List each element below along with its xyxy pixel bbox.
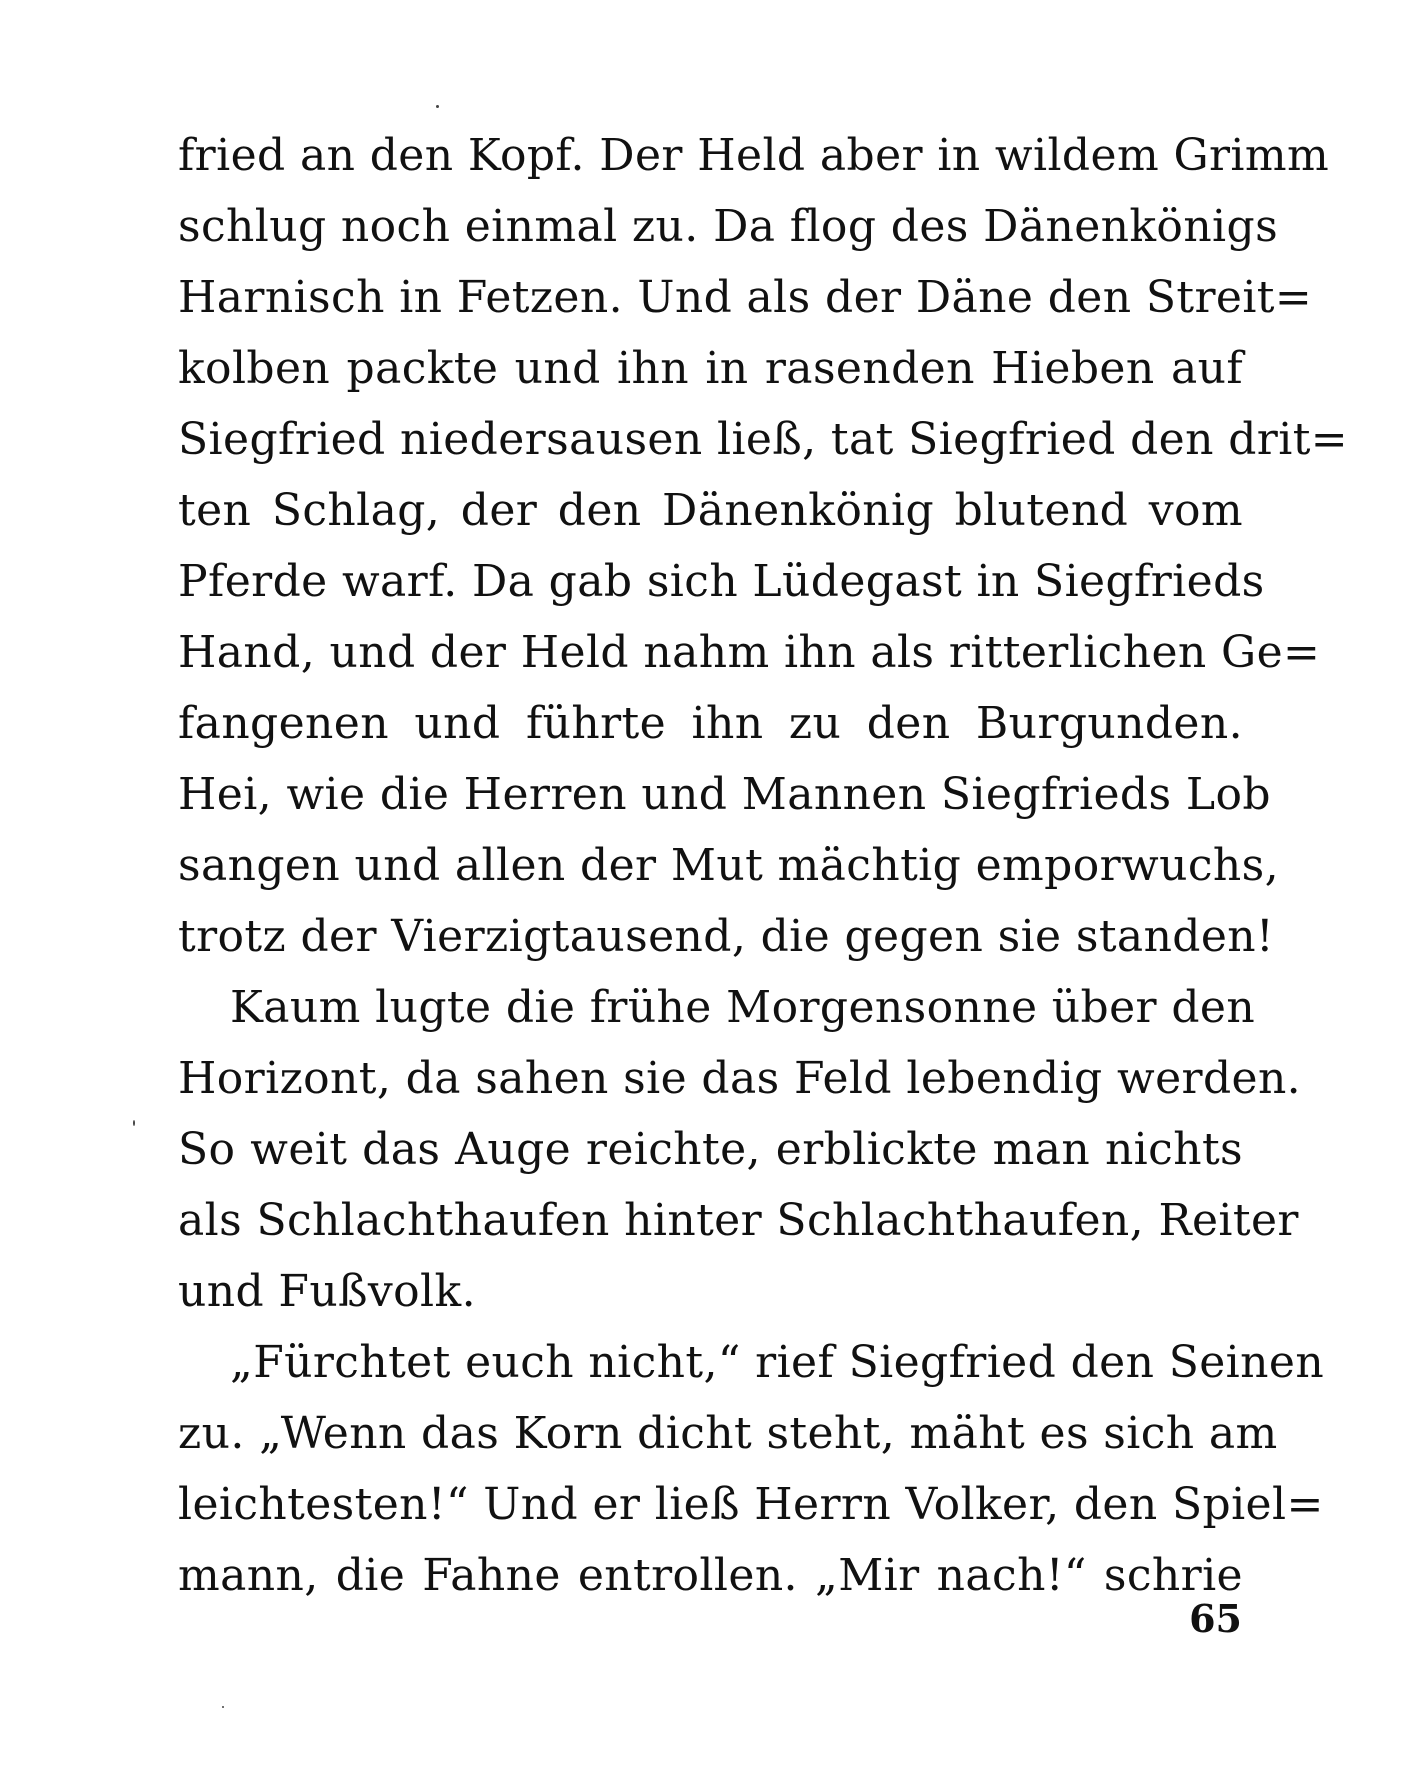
paper-speck [133,1120,135,1126]
paragraph [178,1327,1325,1611]
text-line: Harnisch in Fetzen. Und als der Däne den Streit= [178,272,1313,323]
text-line: als Schlachthaufen hinter Schlachthaufen, Reiter [178,1195,1299,1246]
paper-speck [222,1706,224,1708]
text-line: fried an den Kopf. Der Held aber in wildem Grimm [178,130,1330,181]
text-line: Hand, und der Held nahm ihn als ritterlichen Ge= [178,627,1321,678]
text-line: sangen und allen der Mut mächtig emporwuchs, [178,840,1279,891]
text-line: Horizont, da sahen sie das Feld lebendig werden. [178,1053,1302,1104]
body-text [178,120,1349,1611]
page-number: 65 [1189,1596,1242,1641]
paragraph [178,972,1302,1327]
text-line: fangenen und führte ihn zu den Burgunden. [178,698,1243,749]
text-line: kolben packte und ihn in rasenden Hieben auf [178,343,1243,394]
paragraph [178,120,1349,972]
text-line: mann, die Fahne entrollen. „Mir nach!“ schrie [178,1550,1243,1601]
text-line: Hei, wie die Herren und Mannen Siegfrieds Lob [178,769,1271,820]
text-line: Siegfried niedersausen ließ, tat Siegfried den drit= [178,414,1349,465]
paper-speck [436,105,439,108]
text-line: Kaum lugte die frühe Morgensonne über den [230,982,1256,1033]
text-line: „Fürchtet euch nicht,“ rief Siegfried den Seinen [230,1337,1325,1388]
text-line: und Fußvolk. [178,1266,476,1317]
text-line: zu. „Wenn das Korn dicht steht, mäht es sich am [178,1408,1278,1459]
text-line: schlug noch einmal zu. Da flog des Dänenkönigs [178,201,1279,252]
text-line: trotz der Vierzigtausend, die gegen sie standen! [178,911,1275,962]
text-line: leichtesten!“ Und er ließ Herrn Volker, den Spiel= [178,1479,1324,1530]
text-line: ten Schlag, der den Dänenkönig blutend vom [178,485,1243,536]
text-line: Pferde warf. Da gab sich Lüdegast in Siegfrieds [178,556,1265,607]
text-line: So weit das Auge reichte, erblickte man nichts [178,1124,1243,1175]
